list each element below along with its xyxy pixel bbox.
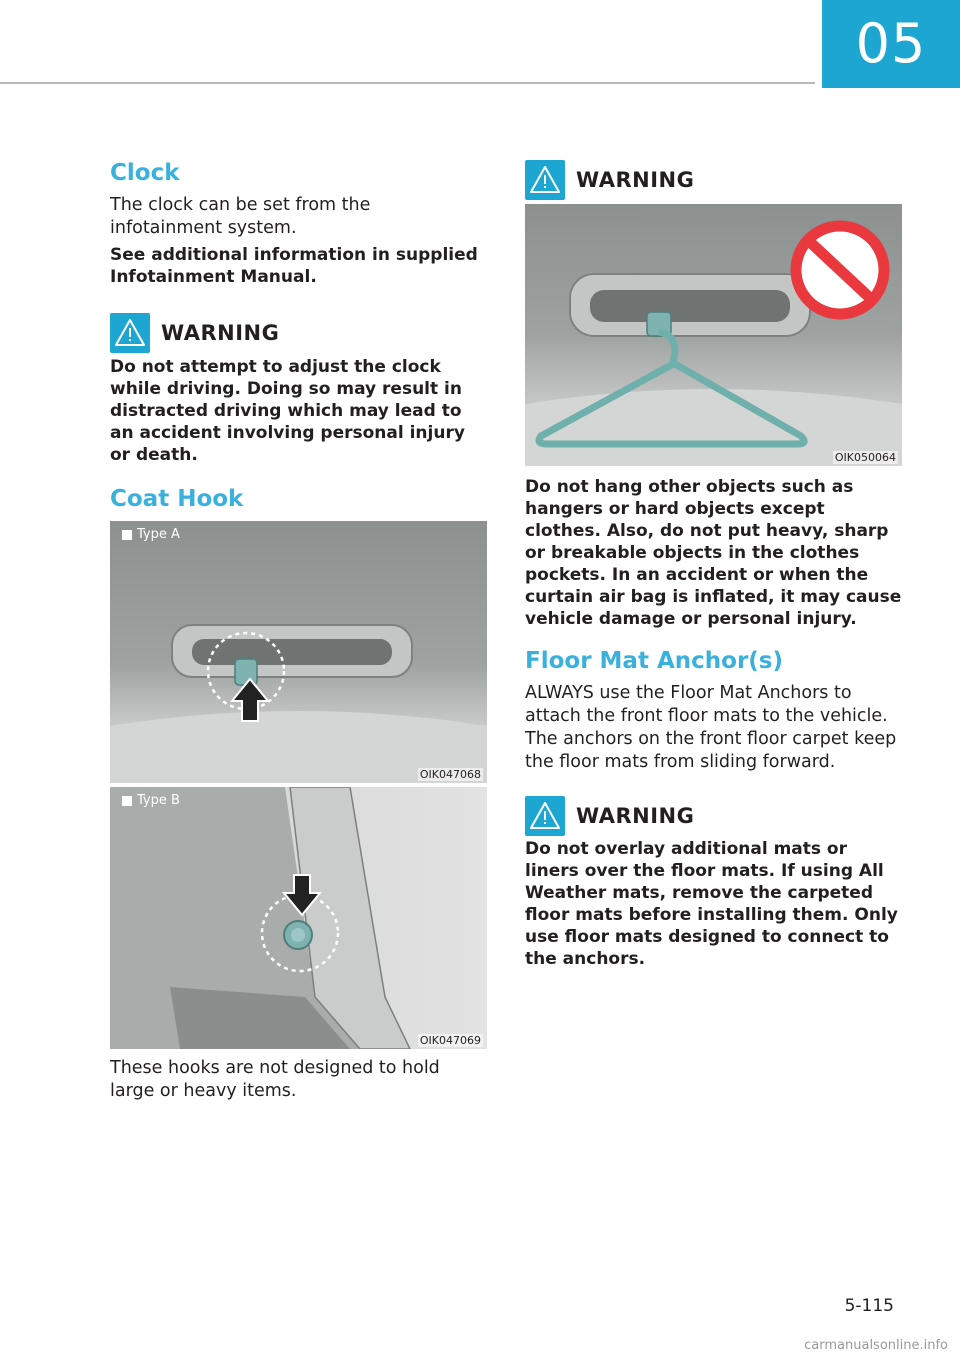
type-a-label: Type A [122, 527, 180, 542]
square-bullet-icon [122, 796, 132, 806]
warning-label: WARNING [576, 804, 695, 828]
warning-label: WARNING [161, 321, 280, 345]
hanger-illustration [525, 204, 902, 466]
warning-icon [110, 313, 150, 353]
coat-hook-type-a-illustration [110, 521, 487, 783]
square-bullet-icon [122, 530, 132, 540]
floor-mat-title: Floor Mat Anchor(s) [525, 648, 783, 674]
warning-label: WARNING [576, 168, 695, 192]
coat-hook-title: Coat Hook [110, 486, 244, 512]
hanger-warning-header [525, 160, 694, 200]
clock-info-text: See additional information in supplied Infotainment Manual. [110, 245, 478, 287]
clock-text: The clock can be set from the infotainment system. [110, 195, 371, 238]
floor-mat-warning-header [525, 796, 694, 836]
figure-code-hanger: OIK050064 [834, 451, 896, 464]
clock-warning-text: Do not attempt to adjust the clock while driving. Doing so may result in distracted driving which may lead to an accident involving personal injury or death. [110, 357, 465, 465]
clock-warning-header [110, 313, 279, 353]
header-rule [0, 82, 815, 84]
hanger-warning-figure [525, 204, 902, 466]
hanger-warning-text: Do not hang other objects such as hangers or hard objects except clothes. Also, do not put heavy, sharp or breakable objects in the clothes pockets. In an accident or when the curtain air bag is inflated, it may cause vehicle damage or personal injury. [525, 477, 902, 629]
coat-hook-type-b-illustration [110, 787, 487, 1049]
floor-mat-text: ALWAYS use the Floor Mat Anchors to attach the front floor mats to the vehicle. The anchors on the front floor carpet keep the floor mats from sliding forward. [525, 683, 897, 772]
chapter-tab: 05 [822, 0, 960, 88]
coat-hook-text: These hooks are not designed to hold large or heavy items. [110, 1058, 440, 1101]
coat-hook-type-a-figure [110, 521, 487, 783]
clock-title: Clock [110, 160, 180, 186]
warning-icon [525, 160, 565, 200]
warning-icon [525, 796, 565, 836]
type-b-label: Type B [122, 793, 180, 808]
floor-mat-warning-text: Do not overlay additional mats or liners over the floor mats. If using All Weather mats, remove the carpeted floor mats before installing them. Only use floor mats designed to connect to the anchors. [525, 839, 898, 969]
page-number: 5-115 [844, 1296, 894, 1316]
figure-code-b: OIK047069 [419, 1034, 481, 1047]
watermark: carmanualsonline.info [804, 1338, 948, 1353]
coat-hook-type-b-figure [110, 787, 487, 1049]
figure-code-a: OIK047068 [419, 768, 481, 781]
